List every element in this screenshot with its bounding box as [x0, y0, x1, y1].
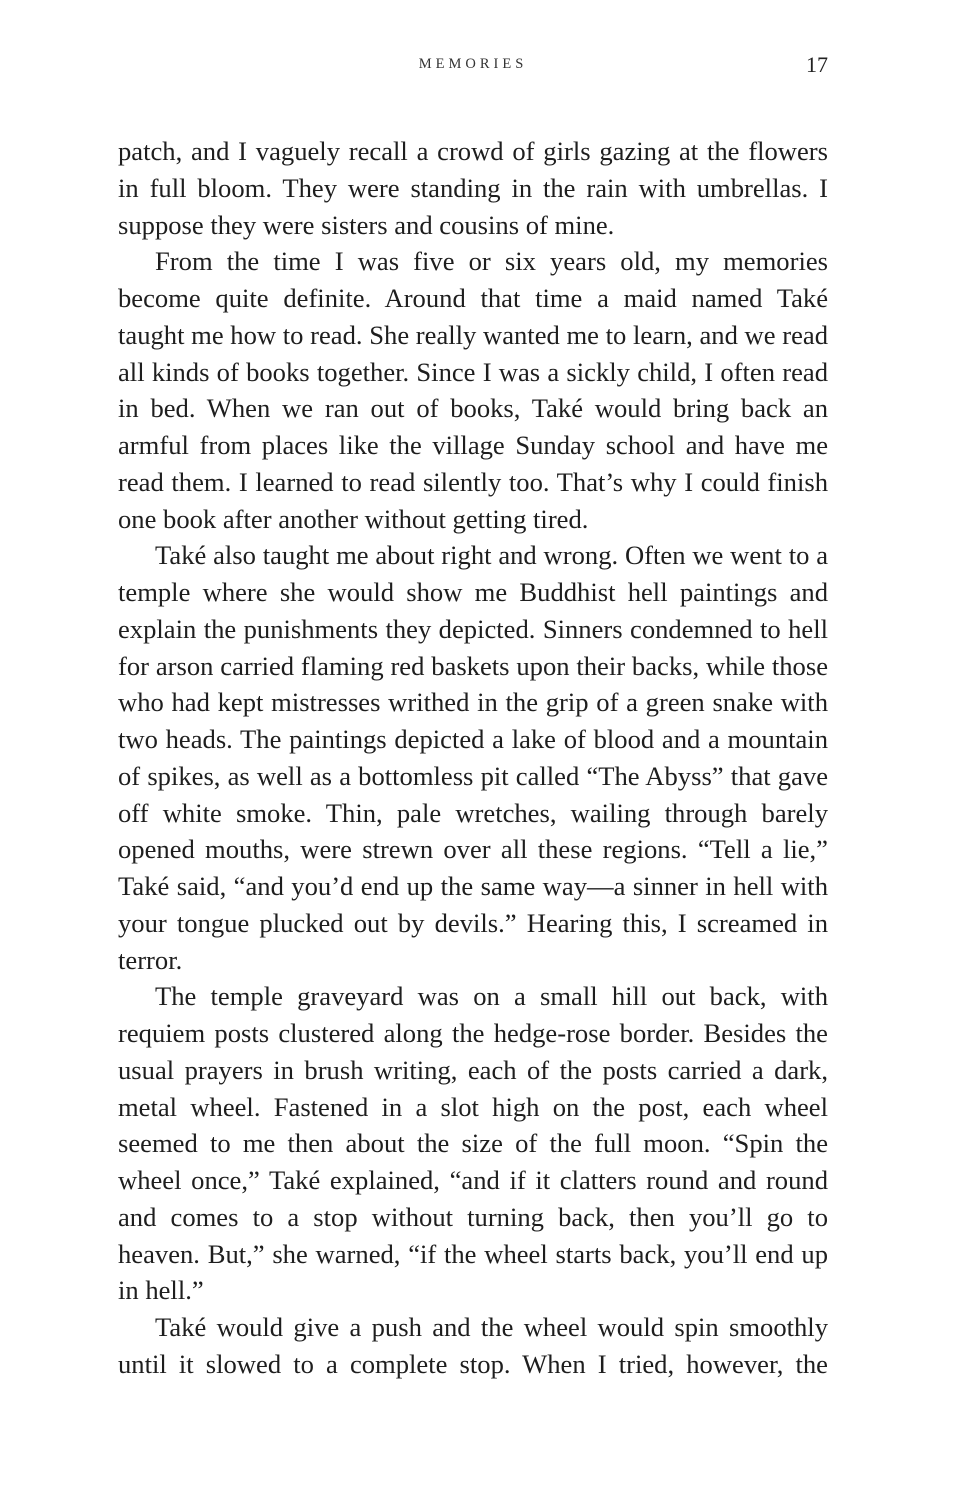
paragraph-temple-graveyard: The temple graveyard was on a small hill out back, with requiem posts clustered along the hedge-rose border. Besides the usual prayers in brush writing, each of the posts carried a dark, metal wheel. Fastened in a slot high on the post, each wheel seemed to me then about the size of the full moon. “Spin the wheel once,” Také explained, “and if it clatters round and round and comes to a stop without turning back, then you’ll go to heaven. But,” she warned, “if the wheel starts back, you’ll end up in hell.”: [118, 981, 828, 1306]
body-text: [118, 133, 828, 1383]
paragraph-continuation: patch, and I vaguely recall a crowd of girls gazing at the flowers in full bloom. They were standing in the rain with umbrellas. I suppose they were sisters and cousins of mine.: [118, 136, 828, 240]
paragraph-hell-paintings: Také also taught me about right and wrong. Often we went to a temple where she would show me Buddhist hell paintings and explain the punishments they depicted. Sinners condemned to hell for arson carried flaming red baskets upon their backs, while those who had kept mistresses writhed in the grip of a green snake with two heads. The paintings depicted a lake of blood and a mountain of spikes, as well as a bottomless pit called “The Abyss” that gave off white smoke. Thin, pale wretches, wailing through barely opened mouths, were strewn over all these regions. “Tell a lie,” Také said, “and you’d end up the same way—a sinner in hell with your tongue plucked out by devils.” Hearing this, I screamed in terror.: [118, 540, 828, 975]
running-header: [0, 54, 960, 78]
paragraph-reading-lessons: From the time I was five or six years old, my memories become quite definite. Around that time a maid named Také taught me how to read. She really wanted me to learn, and we read all kinds of books together. Since I was a sickly child, I often read in bed. When we ran out of books, Také would bring back an armful from places like the village Sunday school and have me read them. I learned to read silently too. That’s why I could finish one book after another without getting tired.: [118, 246, 828, 534]
paragraph-wheel-spin: Také would give a push and the wheel would spin smoothly until it slowed to a complete stop. When I tried, however, the: [118, 1312, 828, 1379]
page-number: 17: [806, 52, 828, 77]
running-title: MEMORIES: [418, 56, 528, 72]
